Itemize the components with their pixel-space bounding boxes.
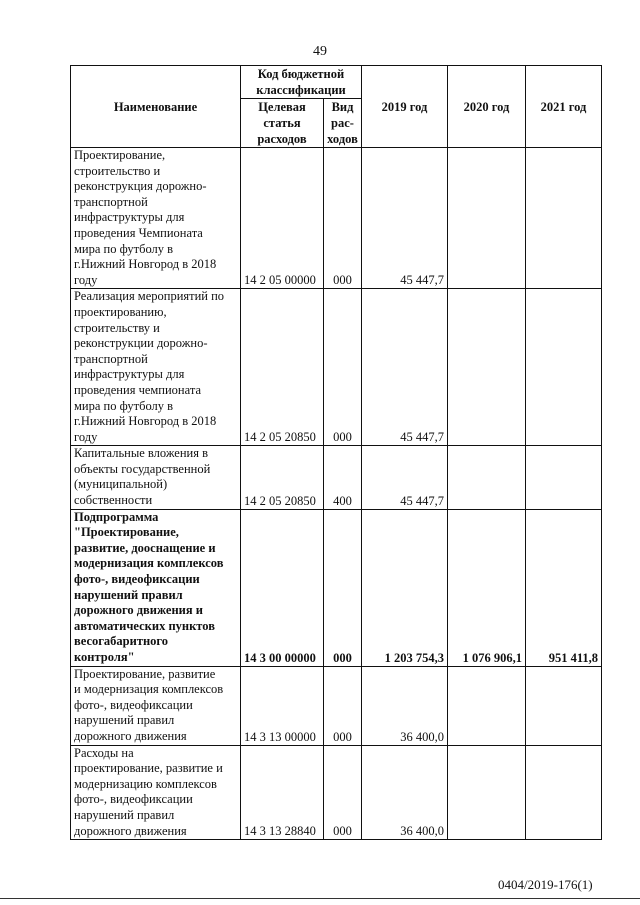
row-name xyxy=(71,509,241,666)
row-name-line: году xyxy=(74,272,98,287)
row-name-line: фото-, видеофиксации xyxy=(74,697,193,712)
row-amount-2020 xyxy=(448,148,526,289)
row-amount-2019: 36 400,0 xyxy=(362,666,448,745)
row-target-article: 14 3 00 00000 xyxy=(241,509,324,666)
row-name-line: "Проектирование, xyxy=(74,525,179,540)
row-name-line: нарушений правил xyxy=(74,587,183,602)
row-target-article: 14 3 13 00000 xyxy=(241,666,324,745)
row-amount-2019: 1 203 754,3 xyxy=(362,509,448,666)
table-body xyxy=(71,148,602,840)
row-expense-type: 000 xyxy=(324,666,362,745)
row-name-line: строительству и xyxy=(74,320,160,335)
header-2020: 2020 год xyxy=(448,66,526,148)
header-expense-type: Вид рас-ходов xyxy=(324,99,362,148)
row-target-article: 14 3 13 28840 xyxy=(241,745,324,840)
row-name-line: и модернизация комплексов xyxy=(74,682,224,697)
row-name-line: нарушений правил xyxy=(74,807,175,822)
row-name xyxy=(71,745,241,840)
row-expense-type: 400 xyxy=(324,446,362,509)
row-amount-2019: 45 447,7 xyxy=(362,289,448,446)
row-name-line: Проектирование, развитие xyxy=(74,666,216,681)
row-amount-2021 xyxy=(526,148,602,289)
row-name-line: фото-, видеофиксации xyxy=(74,792,193,807)
row-amount-2020 xyxy=(448,666,526,745)
row-name xyxy=(71,666,241,745)
row-name xyxy=(71,446,241,509)
row-name-line: развитие, дооснащение и xyxy=(74,540,216,555)
row-name-line: (муниципальной) xyxy=(74,477,168,492)
row-name-line: мира по футболу в xyxy=(74,398,174,413)
table-row xyxy=(71,289,602,446)
row-name-line: фото-, видеофиксации xyxy=(74,572,200,587)
header-code-group: Код бюджетной классификации xyxy=(241,66,362,99)
row-amount-2021 xyxy=(526,289,602,446)
page-number: 49 xyxy=(313,44,327,59)
row-name-line: реконструкция дорожно- xyxy=(74,179,207,194)
bottom-rule xyxy=(0,898,640,899)
row-name-line: Подпрограмма xyxy=(74,509,159,524)
header-target-article: Целевая статья расходов xyxy=(241,99,324,148)
row-name-line: строительство и xyxy=(74,163,161,178)
row-expense-type: 000 xyxy=(324,509,362,666)
row-name-line: автоматических пунктов xyxy=(74,618,215,633)
table-row xyxy=(71,446,602,509)
row-name-line: проведения чемпионата xyxy=(74,382,202,397)
header-2019: 2019 год xyxy=(362,66,448,148)
row-amount-2019: 36 400,0 xyxy=(362,745,448,840)
row-name-line: весогабаритного xyxy=(74,634,169,649)
row-name-line: Проектирование, xyxy=(74,148,166,162)
table-row xyxy=(71,745,602,840)
row-name-line: г.Нижний Новгород в 2018 xyxy=(74,414,217,429)
table-row xyxy=(71,509,602,666)
row-amount-2020 xyxy=(448,289,526,446)
row-name-line: модернизация комплексов xyxy=(74,556,224,571)
row-target-article: 14 2 05 00000 xyxy=(241,148,324,289)
row-name-line: Реализация мероприятий по xyxy=(74,289,225,304)
row-amount-2019: 45 447,7 xyxy=(362,148,448,289)
row-name-line: Капитальные вложения в xyxy=(74,446,208,461)
row-name-line: инфраструктуры для xyxy=(74,210,185,225)
table-row xyxy=(71,666,602,745)
row-name xyxy=(71,289,241,446)
row-name-line: проектирование, развитие и xyxy=(74,761,223,776)
row-expense-type: 000 xyxy=(324,148,362,289)
header-2021: 2021 год xyxy=(526,66,602,148)
row-name-line: дорожного движения и xyxy=(74,603,203,618)
row-name-line: нарушений правил xyxy=(74,713,175,728)
row-target-article: 14 2 05 20850 xyxy=(241,289,324,446)
row-amount-2020 xyxy=(448,745,526,840)
row-amount-2019: 45 447,7 xyxy=(362,446,448,509)
row-name-line: модернизацию комплексов xyxy=(74,776,217,791)
row-name-line: мира по футболу в xyxy=(74,241,174,256)
row-name-line: объекты государственной xyxy=(74,461,211,476)
row-name-line: проведения Чемпионата xyxy=(74,225,203,240)
row-name-line: проектированию, xyxy=(74,304,167,319)
document-code: 0404/2019-176(1) xyxy=(498,877,593,892)
row-name-line: дорожного движения xyxy=(74,823,187,838)
row-name-line: г.Нижний Новгород в 2018 xyxy=(74,257,217,272)
header-name: Наименование xyxy=(71,66,241,148)
row-name-line: контроля" xyxy=(74,650,135,664)
budget-table xyxy=(70,65,602,840)
row-name-line: транспортной xyxy=(74,194,148,209)
row-amount-2021: 951 411,8 xyxy=(526,509,602,666)
row-target-article: 14 2 05 20850 xyxy=(241,446,324,509)
row-name-line: реконструкции дорожно- xyxy=(74,336,208,351)
row-name-line: году xyxy=(74,429,98,444)
row-name-line: транспортной xyxy=(74,351,148,366)
row-amount-2021 xyxy=(526,666,602,745)
row-name-line: собственности xyxy=(74,493,153,508)
row-amount-2021 xyxy=(526,745,602,840)
row-expense-type: 000 xyxy=(324,745,362,840)
row-amount-2020: 1 076 906,1 xyxy=(448,509,526,666)
row-name-line: инфраструктуры для xyxy=(74,367,185,382)
row-amount-2021 xyxy=(526,446,602,509)
row-expense-type: 000 xyxy=(324,289,362,446)
table-row xyxy=(71,148,602,289)
row-name xyxy=(71,148,241,289)
row-name-line: Расходы на xyxy=(74,745,134,760)
row-amount-2020 xyxy=(448,446,526,509)
row-name-line: дорожного движения xyxy=(74,728,187,743)
